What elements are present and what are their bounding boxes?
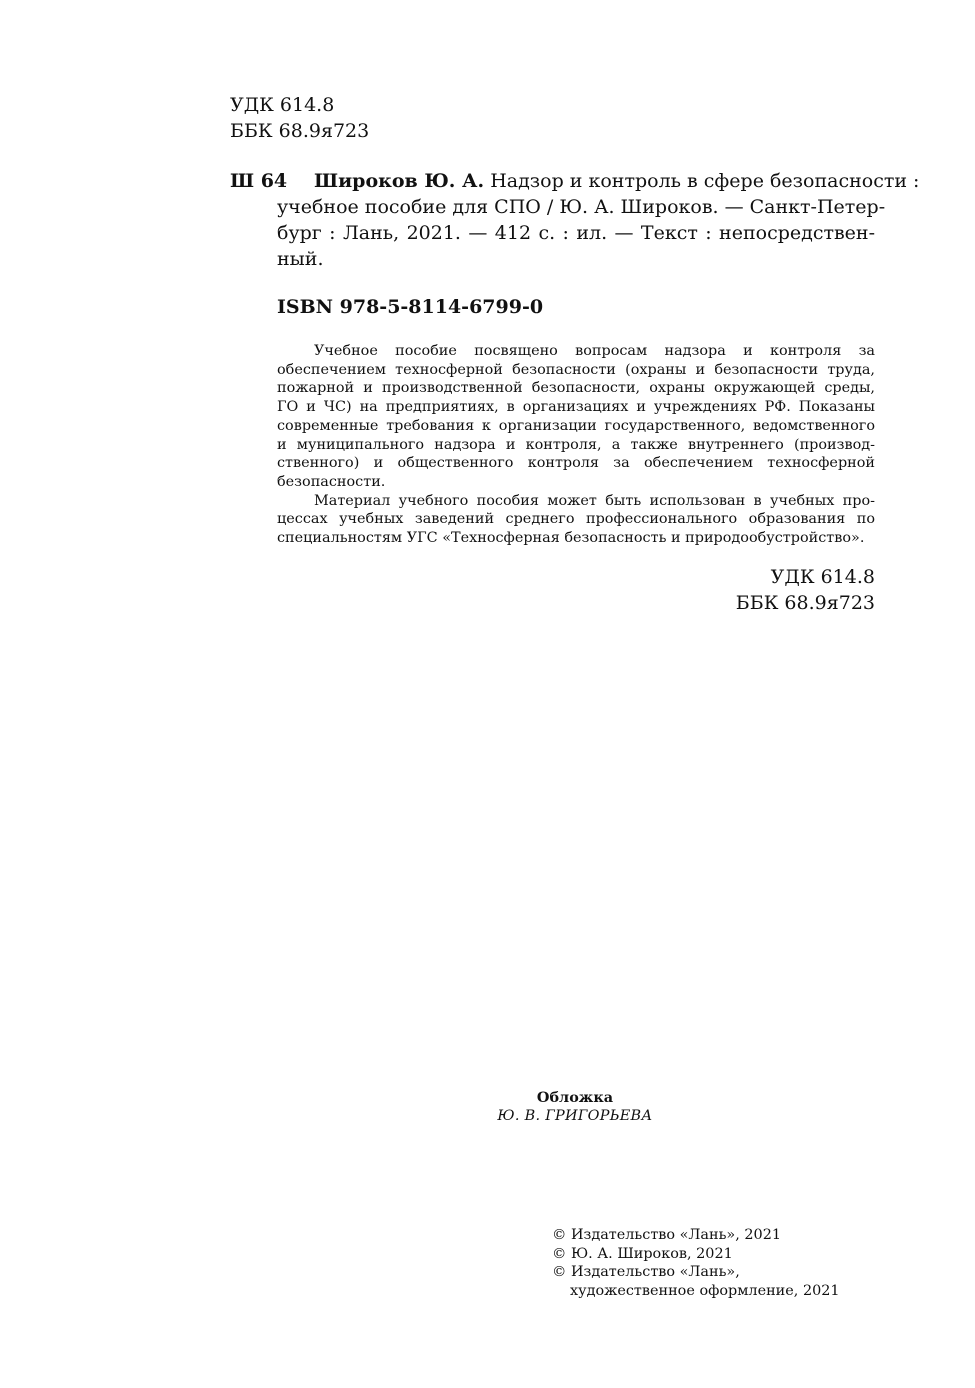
abstract-line: безопасности. xyxy=(277,473,386,490)
bib-line: учебное пособие для СПО / Ю. А. Широков. — Санкт-Петер- xyxy=(277,196,886,218)
copyright-line: © Издательство «Лань», 2021 xyxy=(552,1227,782,1243)
abstract-line: специальностям УГС «Техносферная безопасность и природообустройство». xyxy=(277,530,865,547)
abstract-line: Учебное пособие посвящено вопросам надзора и контроля за xyxy=(314,343,875,359)
bbk-code: ББК 68.9я723 xyxy=(230,120,370,142)
bib-line: Широков Ю. А. Надзор и контроль в сфере безопасности : xyxy=(314,170,920,192)
classification-codes-top xyxy=(230,92,369,144)
copyright-line: © Издательство «Лань», xyxy=(552,1264,740,1281)
bib-line: бург : Лань, 2021. — 412 с. : ил. — Текст : непосредствен- xyxy=(277,222,875,244)
author-mark: Ш 64 xyxy=(230,170,288,192)
copyright-line: © Ю. А. Широков, 2021 xyxy=(552,1245,733,1262)
cover-label: Обложка xyxy=(536,1089,614,1106)
bibliographic-entry xyxy=(230,168,920,272)
abstract-line: ственного) и общественного контроля за обеспечением техносферной xyxy=(277,455,875,472)
abstract-line: современные требования к организации государственного, ведомственного xyxy=(277,417,875,434)
abstract-line: ГО и ЧС) на предприятиях, в организациях и учреждениях РФ. Показаны xyxy=(277,399,875,416)
abstract-line: пожарной и производственной безопасности, охраны окружающей среды, xyxy=(277,380,875,397)
cover-credit xyxy=(480,1088,670,1126)
udk-code: УДК 614.8 xyxy=(770,566,875,588)
copyright-block xyxy=(552,1226,840,1301)
classification-codes-bottom xyxy=(736,564,875,616)
udk-code: УДК 614.8 xyxy=(230,94,335,116)
abstract-line: цессах учебных заведений среднего профессионального образования по xyxy=(277,511,875,528)
abstract-line: и муниципального надзора и контроля, а также внутреннего (производ- xyxy=(277,436,875,453)
abstract xyxy=(277,342,875,548)
isbn: ISBN 978-5-8114-6799-0 xyxy=(277,296,544,318)
copyright-line: художественное оформление, 2021 xyxy=(570,1283,840,1300)
abstract-line: обеспечением техносферной безопасности (охраны и безопасности труда, xyxy=(277,361,875,378)
bibliographic-description xyxy=(277,168,920,272)
author-name: Широков Ю. А. xyxy=(314,170,485,192)
cover-designer: Ю. В. ГРИГОРЬЕВА xyxy=(497,1108,653,1124)
bbk-code: ББК 68.9я723 xyxy=(735,592,875,614)
bib-line: ный. xyxy=(277,248,324,270)
abstract-line: Материал учебного пособия может быть использован в учебных про- xyxy=(314,492,875,509)
